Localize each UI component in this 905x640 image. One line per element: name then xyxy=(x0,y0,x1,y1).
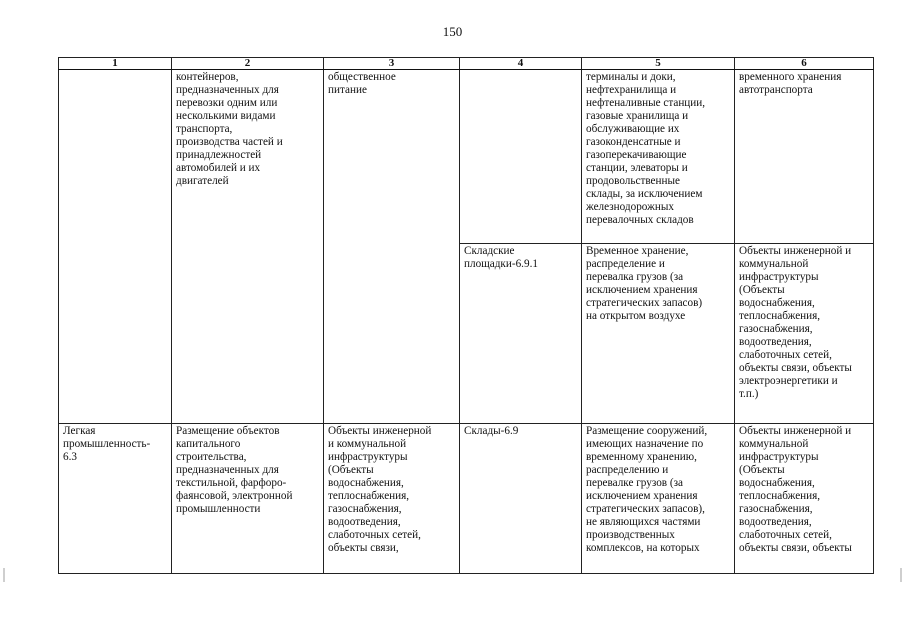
cell-text-line: двигателей xyxy=(176,175,229,187)
cell-text-line: инфраструктуры xyxy=(328,451,408,463)
cell-text-line: и коммунальной xyxy=(328,438,407,450)
cell-text-line: Размещение объектов xyxy=(176,425,280,437)
cell-text-line: инфраструктуры xyxy=(739,271,819,283)
cell-r3-c1 xyxy=(59,424,172,574)
cell-text-line: питание xyxy=(328,84,367,96)
cell-text-line: Объекты инженерной и xyxy=(739,245,852,257)
cell-text-line: транспорта, xyxy=(176,123,233,135)
cell-text-line: 6.3 xyxy=(63,451,77,463)
header-cell-4: 4 xyxy=(460,58,582,70)
cell-text-line: теплоснабжения, xyxy=(328,490,410,502)
cell-text-line: Легкая xyxy=(63,425,96,437)
cell-text-line: предназначенных для xyxy=(176,464,279,476)
cell-text-line: газоснабжения, xyxy=(739,503,813,515)
cell-text-line: нефтеналивные станции, xyxy=(586,97,706,109)
cell-text-line: перевалка грузов (за xyxy=(586,271,684,283)
cell-text-line: исключением хранения xyxy=(586,284,698,296)
cell-text-line: Склады-6.9 xyxy=(464,425,519,437)
cell-text-line: коммунальной xyxy=(739,258,809,270)
cell-r2-c6 xyxy=(735,244,874,424)
cell-text-line: на открытом воздухе xyxy=(586,310,686,322)
scan-edge-mark-left xyxy=(3,568,5,582)
cell-r2-c4 xyxy=(460,244,582,424)
cell-text-line: продовольственные xyxy=(586,175,680,187)
cell-text-line: объекты связи, объекты xyxy=(739,362,852,374)
cell-text-line: распределению и xyxy=(586,464,669,476)
cell-text-line: имеющих назначение по xyxy=(586,438,704,450)
cell-text-line: т.п.) xyxy=(739,388,759,400)
cell-text-line: Размещение сооружений, xyxy=(586,425,708,437)
cell-text-line: производства частей и xyxy=(176,136,283,148)
cell-r1-c4 xyxy=(460,70,582,244)
cell-text-line: газоснабжения, xyxy=(328,503,402,515)
cell-r1-c2 xyxy=(172,70,324,424)
cell-text-line: автомобилей и их xyxy=(176,162,261,174)
cell-text-line: перевозки одним или xyxy=(176,97,278,109)
cell-text-line: железнодорожных xyxy=(586,201,674,213)
cell-r3-c2 xyxy=(172,424,324,574)
cell-r1-c3 xyxy=(324,70,460,424)
header-cell-3: 3 xyxy=(324,58,460,70)
table-row xyxy=(59,424,874,574)
cell-text-line: станции, элеваторы и xyxy=(586,162,688,174)
cell-text-line: объекты связи, xyxy=(328,542,399,554)
cell-r3-c3 xyxy=(324,424,460,574)
cell-text-line: площадки-6.9.1 xyxy=(464,258,538,270)
cell-text-line: контейнеров, xyxy=(176,71,239,83)
cell-text-line: Объекты инженерной xyxy=(328,425,432,437)
cell-text-line: (Объекты xyxy=(739,284,785,296)
table-row xyxy=(59,70,874,244)
cell-text-line: промышленности xyxy=(176,503,261,515)
table-header-row xyxy=(59,58,874,70)
cell-text-line: автотранспорта xyxy=(739,84,813,96)
cell-text-line: теплоснабжения, xyxy=(739,310,821,322)
cell-text-line: стратегических запасов) xyxy=(586,297,703,309)
cell-text-line: водоснабжения, xyxy=(739,477,815,489)
cell-text-line: перевалке грузов (за xyxy=(586,477,683,489)
cell-text-line: склады, за исключением xyxy=(586,188,703,200)
cell-text-line: (Объекты xyxy=(328,464,374,476)
cell-text-line: стратегических запасов), xyxy=(586,503,705,515)
cell-text-line: инфраструктуры xyxy=(739,451,819,463)
cell-text-line: фаянсовой, электронной xyxy=(176,490,293,502)
cell-text-line: электроэнергетики и xyxy=(739,375,838,387)
cell-text-line: временного хранения xyxy=(739,71,842,83)
cell-text-line: слаботочных сетей, xyxy=(328,529,421,541)
cell-text-line: слаботочных сетей, xyxy=(739,529,832,541)
cell-r3-c6 xyxy=(735,424,874,574)
cell-text-line: не являющихся частями xyxy=(586,516,701,528)
scan-edge-mark-right xyxy=(900,568,902,582)
cell-text-line: нефтехранилища и xyxy=(586,84,677,96)
cell-text-line: водоотведения, xyxy=(739,516,812,528)
cell-text-line: производственных xyxy=(586,529,675,541)
cell-text-line: газоконденсатные и xyxy=(586,136,681,148)
cell-text-line: принадлежностей xyxy=(176,149,262,161)
cell-text-line: коммунальной xyxy=(739,438,809,450)
cell-r1-c5 xyxy=(582,70,735,244)
header-cell-1: 1 xyxy=(59,58,172,70)
cell-r3-c5 xyxy=(582,424,735,574)
cell-text-line: перевалочных складов xyxy=(586,214,694,226)
cell-text-line: текстильной, фарфоро- xyxy=(176,477,287,489)
page-number: 150 xyxy=(442,24,463,39)
cell-text-line: слаботочных сетей, xyxy=(739,349,832,361)
cell-text-line: комплексов, на которых xyxy=(586,542,700,554)
cell-text-line: водоотведения, xyxy=(739,336,812,348)
cell-text-line: газоснабжения, xyxy=(739,323,813,335)
cell-text-line: газоперекачивающие xyxy=(586,149,687,161)
header-cell-6: 6 xyxy=(735,58,874,70)
cell-text-line: промышленность- xyxy=(63,438,151,450)
cell-text-line: временному хранению, xyxy=(586,451,697,463)
cell-text-line: Складские xyxy=(464,245,515,257)
cell-r2-c5 xyxy=(582,244,735,424)
cell-text-line: исключением хранения xyxy=(586,490,698,502)
cell-text-line: распределение и xyxy=(586,258,665,270)
cell-text-line: обслуживающие их xyxy=(586,123,680,135)
cell-text-line: объекты связи, объекты xyxy=(739,542,852,554)
cell-text-line: газовые хранилища и xyxy=(586,110,689,122)
cell-text-line: общественное xyxy=(328,71,396,83)
cell-r3-c4 xyxy=(460,424,582,574)
cell-text-line: водоснабжения, xyxy=(328,477,404,489)
cell-text-line: терминалы и доки, xyxy=(586,71,676,83)
header-cell-5: 5 xyxy=(582,58,735,70)
cell-text-line: несколькими видами xyxy=(176,110,276,122)
cell-text-line: предназначенных для xyxy=(176,84,279,96)
zoning-table xyxy=(58,57,874,574)
cell-r1-c1 xyxy=(59,70,172,424)
cell-text-line: (Объекты xyxy=(739,464,785,476)
cell-text-line: Объекты инженерной и xyxy=(739,425,852,437)
cell-text-line: водоснабжения, xyxy=(739,297,815,309)
header-cell-2: 2 xyxy=(172,58,324,70)
cell-r1-c6 xyxy=(735,70,874,244)
cell-text-line: строительства, xyxy=(176,451,247,463)
cell-text-line: капитального xyxy=(176,438,241,450)
cell-text-line: Временное хранение, xyxy=(586,245,689,257)
cell-text-line: водоотведения, xyxy=(328,516,401,528)
cell-text-line: теплоснабжения, xyxy=(739,490,821,502)
